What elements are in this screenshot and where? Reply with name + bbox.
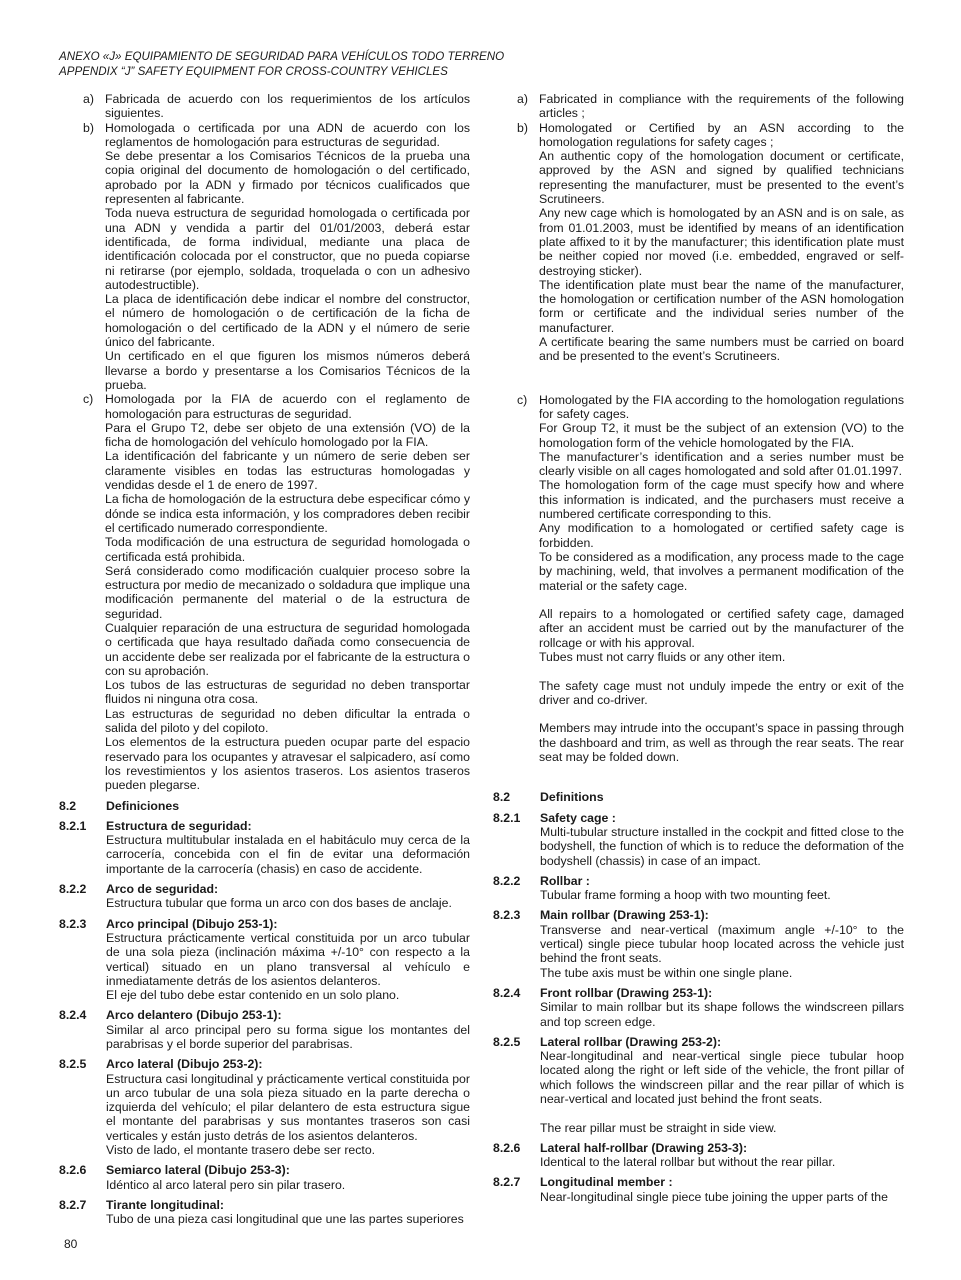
item-marker: c)	[517, 392, 528, 407]
paragraph: Los tubos de las estructuras de seguridad no deben transportar fluidos ni ninguna otra cosa.	[105, 678, 470, 707]
section-title: Tirante longitudinal:	[106, 1197, 224, 1212]
item-b	[59, 121, 470, 393]
section-number: 8.2.4	[59, 1008, 87, 1023]
section-8-2-2	[493, 874, 904, 903]
english-column	[493, 92, 904, 1204]
item-marker: c)	[83, 392, 94, 407]
item-a	[493, 92, 904, 121]
paragraph: Los elementos de la estructura pueden ocupar parte del espacio reservado para los ocupantes y atravesar el salpicadero, así como los revestimientos y los asientos traseros. Los asientos traseros pueden plegarse.	[105, 735, 470, 793]
item-marker: a)	[517, 92, 528, 106]
section-8-2-7	[59, 1198, 470, 1227]
section-number: 8.2.7	[59, 1197, 87, 1212]
section-title: Semiarco lateral (Dibujo 253-3):	[106, 1163, 290, 1178]
section-title: Rollbar :	[540, 873, 590, 888]
section-8-2-5	[493, 1035, 904, 1135]
paragraph: Tubular frame forming a hoop with two mounting feet.	[540, 888, 831, 903]
section-title: Estructura de seguridad:	[106, 818, 252, 833]
section-8-2-4	[59, 1008, 470, 1051]
paragraph: Multi-tubular structure installed in the cockpit and fitted close to the bodyshell, the function of which is to reduce the deformation of the bodyshell (chassis) in case of an impact.	[540, 824, 904, 868]
section-number: 8.2.5	[493, 1034, 521, 1049]
section-title: Arco lateral (Dibujo 253-2):	[106, 1057, 263, 1072]
paragraph: A certificate bearing the same numbers must be carried on board and be presented to the event’s Scrutineers.	[539, 335, 904, 364]
section-8-2-3	[493, 908, 904, 979]
paragraph: Fabricada de acuerdo con los requerimientos de los artículos siguientes.	[105, 92, 470, 121]
paragraph: The manufacturer’s identification and a series number must be clearly visible on all cages homologated and sold after 01.01.1997.	[539, 449, 904, 479]
paragraph: El eje del tubo debe estar contenido en un solo plano.	[106, 988, 400, 1003]
paragraph: Near-longitudinal and near-vertical single piece tubular hoop located along the right or left side of the vehicle, the front pillar of which follows the windscreen pillar and the rear pillar of which is near-vertical and located just behind the front seats.	[540, 1049, 904, 1106]
paragraph: Un certificado en el que figuren los mismos números deberá llevarse a bordo y presentarse a los Comisarios Técnicos de la prueba.	[105, 349, 470, 392]
section-title: Lateral half-rollbar (Drawing 253-3):	[540, 1140, 748, 1155]
section-8-2-5	[59, 1057, 470, 1157]
paragraph: All repairs to a homologated or certified safety cage, damaged after an accident must be carried out by the manufacturer of the rollcage or with his approval.	[539, 607, 904, 650]
paragraph: Estructura multitubular instalada en el habitáculo muy cerca de la carrocería, concebida con el fin de evitar una deformación importante de la carrocería (chasis) en caso de accidente.	[106, 833, 470, 876]
section-8-2-6	[59, 1163, 470, 1192]
paragraph: La placa de identificación debe indicar el nombre del constructor, el número de homologación o de certificación de la ficha de homologación o del certificado de la ADN y el número de serie único del fabricante.	[105, 292, 470, 350]
paragraph: The safety cage must not unduly impede the entry or exit of the driver and co-driver.	[539, 678, 904, 707]
section-number: 8.2.3	[59, 916, 87, 931]
paragraph: Any modification to a homologated or certified safety cage is forbidden.	[539, 521, 904, 550]
section-number: 8.2	[493, 790, 511, 805]
paragraph: Idéntico al arco lateral pero sin pilar trasero.	[106, 1177, 346, 1192]
header-line-en: APPENDIX “J” SAFETY EQUIPMENT FOR CROSS-COUNTRY VEHICLES	[59, 65, 448, 78]
section-number: 8.2.4	[493, 985, 521, 1000]
section-title: Arco delantero (Dibujo 253-1):	[106, 1008, 282, 1023]
spanish-column	[59, 92, 470, 1227]
item-a	[59, 92, 470, 121]
paragraph: Homologated by the FIA according to the homologation regulations for safety cages.	[539, 392, 904, 421]
section-number: 8.2	[59, 798, 77, 813]
item-marker: b)	[83, 120, 94, 135]
section-8-2-1	[59, 819, 470, 876]
paragraph: Similar al arco principal pero su forma sigue los montantes del parabrisas y el borde superior del parabrisas.	[106, 1022, 470, 1051]
section-number: 8.2.7	[493, 1175, 521, 1190]
section-8-2-3	[59, 917, 470, 1003]
section-number: 8.2.1	[59, 818, 87, 833]
section-title: Definiciones	[106, 798, 180, 813]
paragraph: Toda modificación de una estructura de seguridad homologada o certificada está prohibida.	[105, 535, 470, 564]
section-title: Longitudinal member :	[540, 1175, 673, 1190]
section-title: Lateral rollbar (Drawing 253-2):	[540, 1034, 722, 1049]
paragraph: Estructura casi longitudinal y prácticamente vertical constituida por un arco tubular de una sola pieza situado en la parte derecha o izquierda del vehículo; el pilar delantero de esta estructura sigue el montante del parabrisas y sus montantes traseros son casi verticales y están justo detrás de los asientos delanteros.	[106, 1071, 470, 1143]
paragraph: Homologada o certificada por una ADN de acuerdo con los reglamentos de homologación para estructuras de seguridad.	[105, 120, 470, 149]
item-marker: a)	[83, 92, 94, 106]
section-title: Arco principal (Dibujo 253-1):	[106, 916, 278, 931]
paragraph: Visto de lado, el montante trasero debe ser recto.	[106, 1143, 376, 1158]
paragraph: Estructura prácticamente vertical constituida por un arco tubular de una sola pieza (inclinación máxima +/-10° con respecto a la vertical) situado en un plano transversal al vehículo e inmediatamente detrás de los asientos delanteros.	[106, 930, 470, 988]
item-b	[493, 121, 904, 364]
paragraph: The identification plate must bear the name of the manufacturer, the homologation or certification number of the ASN homologation form or certificate and the individual series number of the manufacturer.	[539, 277, 904, 335]
paragraph: The homologation form of the cage must specify how and where this information is indicated, and the purchasers must receive a numbered certificate corresponding to this.	[539, 478, 904, 522]
section-number: 8.2.2	[59, 882, 87, 897]
section-8-2-6	[493, 1141, 904, 1170]
paragraph: Las estructuras de seguridad no deben dificultar la entrada o salida del piloto y del copiloto.	[105, 706, 470, 736]
section-number: 8.2.1	[493, 810, 521, 825]
header-line-es: ANEXO «J» EQUIPAMIENTO DE SEGURIDAD PARA VEHÍCULOS TODO TERRENO	[59, 50, 505, 63]
paragraph: Fabricated in compliance with the requirements of the following articles ;	[539, 92, 904, 121]
paragraph: Cualquier reparación de una estructura de seguridad homologada o certificada que haya resultado dañada como consecuencia de un accidente debe ser realizada por el fabricante de la estructura o con su aprobación.	[105, 620, 470, 678]
section-8-2	[493, 790, 904, 804]
page-number: 80	[64, 1237, 78, 1251]
section-title: Safety cage :	[540, 810, 616, 825]
section-8-2-7	[493, 1175, 904, 1204]
paragraph: Será considerado como modificación cualquier proceso sobre la estructura por medio de mecanizado o soldadura que implique una modificación permanente del material o de la estructura de seguridad.	[105, 563, 470, 621]
paragraph: Transverse and near-vertical (maximum angle +/-10° to the vertical) single piece tubular hoop located across the vehicle just behind the front seats.	[540, 922, 904, 966]
paragraph: Members may intrude into the occupant’s space in passing through the dashboard and trim, as well as through the rear seats. The rear seat may be folded down.	[539, 721, 904, 765]
section-title: Definitions	[540, 790, 604, 805]
paragraph: The rear pillar must be straight in side view.	[540, 1120, 777, 1135]
paragraph: La ficha de homologación de la estructura debe especificar cómo y dónde se indica esta información, y los compradores deben recibir el certificado numerado correspondiente.	[105, 492, 470, 535]
paragraph: An authentic copy of the homologation document or certificate, approved by the ASN and signed by qualified technicians representing the manufacturer, must be presented to the event’s Scrutineers.	[539, 149, 904, 207]
paragraph: Tubes must not carry fluids or any other item.	[539, 649, 786, 664]
section-number: 8.2.2	[493, 873, 521, 888]
paragraph: Similar to main rollbar but its shape follows the windscreen pillars and top screen edge.	[540, 1000, 904, 1029]
section-8-2-4	[493, 986, 904, 1029]
section-8-2-2	[59, 882, 470, 911]
paragraph: For Group T2, it must be the subject of an extension (VO) to the homologation form of the vehicle homologated by the FIA.	[539, 421, 904, 450]
paragraph: Tubo de una pieza casi longitudinal que une las partes superiores	[106, 1212, 464, 1227]
section-title: Main rollbar (Drawing 253-1):	[540, 908, 709, 923]
section-number: 8.2.6	[59, 1163, 87, 1178]
item-c	[59, 392, 470, 792]
item-marker: b)	[517, 120, 528, 135]
paragraph: The tube axis must be within one single plane.	[540, 965, 793, 980]
item-c	[493, 393, 904, 765]
paragraph: Para el Grupo T2, debe ser objeto de una extensión (VO) de la ficha de homologación del vehículo homologado por la FIA.	[105, 420, 470, 450]
paragraph: Toda nueva estructura de seguridad homologada o certificada por una ADN y vendida a partir del 01/01/2003, deberá estar identificada, de forma individual, mediante una placa de identificación colocada por el constructor, que no pueda copiarse ni retirarse (por ejemplo, soldada, troquelada o con un adhesivo autodestructible).	[105, 206, 470, 292]
paragraph: Estructura tubular que forma un arco con dos bases de anclaje.	[106, 896, 452, 911]
section-8-2	[59, 799, 470, 813]
paragraph: Se debe presentar a los Comisarios Técnicos de la prueba una copia original del documento de homologación o del certificado, aprobado por la ADN y firmado por técnicos cualificados que representen al fabricante.	[105, 149, 470, 207]
section-title: Front rollbar (Drawing 253-1):	[540, 985, 713, 1000]
paragraph: Homologada por la FIA de acuerdo con el reglamento de homologación para estructuras de seguridad.	[105, 392, 470, 421]
running-header	[59, 49, 504, 79]
section-number: 8.2.5	[59, 1057, 87, 1072]
paragraph: To be considered as a modification, any process made to the cage by machining, weld, that involves a permanent modification of the material or the safety cage.	[539, 549, 904, 593]
paragraph: Near-longitudinal single piece tube joining the upper parts of the	[540, 1189, 888, 1204]
paragraph: La identificación del fabricante y un número de serie deben ser claramente visibles en todas las estructuras homologadas y vendidas desde el 1 de enero de 1997.	[105, 449, 470, 493]
paragraph: Any new cage which is homologated by an ASN and is on sale, as from 01.01.2003, must be identified by means of an identification plate affixed to it by the manufacturer; this identification plate must be neither copied nor moved (i.e. embedded, engraved or self-destroying sticker).	[539, 206, 904, 278]
paragraph: Homologated or Certified by an ASN according to the homologation regulations for safety cages ;	[539, 120, 904, 149]
section-8-2-1	[493, 811, 904, 868]
section-number: 8.2.3	[493, 908, 521, 923]
paragraph: Identical to the lateral rollbar but without the rear pillar.	[540, 1155, 836, 1170]
section-title: Arco de seguridad:	[106, 882, 219, 897]
section-number: 8.2.6	[493, 1140, 521, 1155]
